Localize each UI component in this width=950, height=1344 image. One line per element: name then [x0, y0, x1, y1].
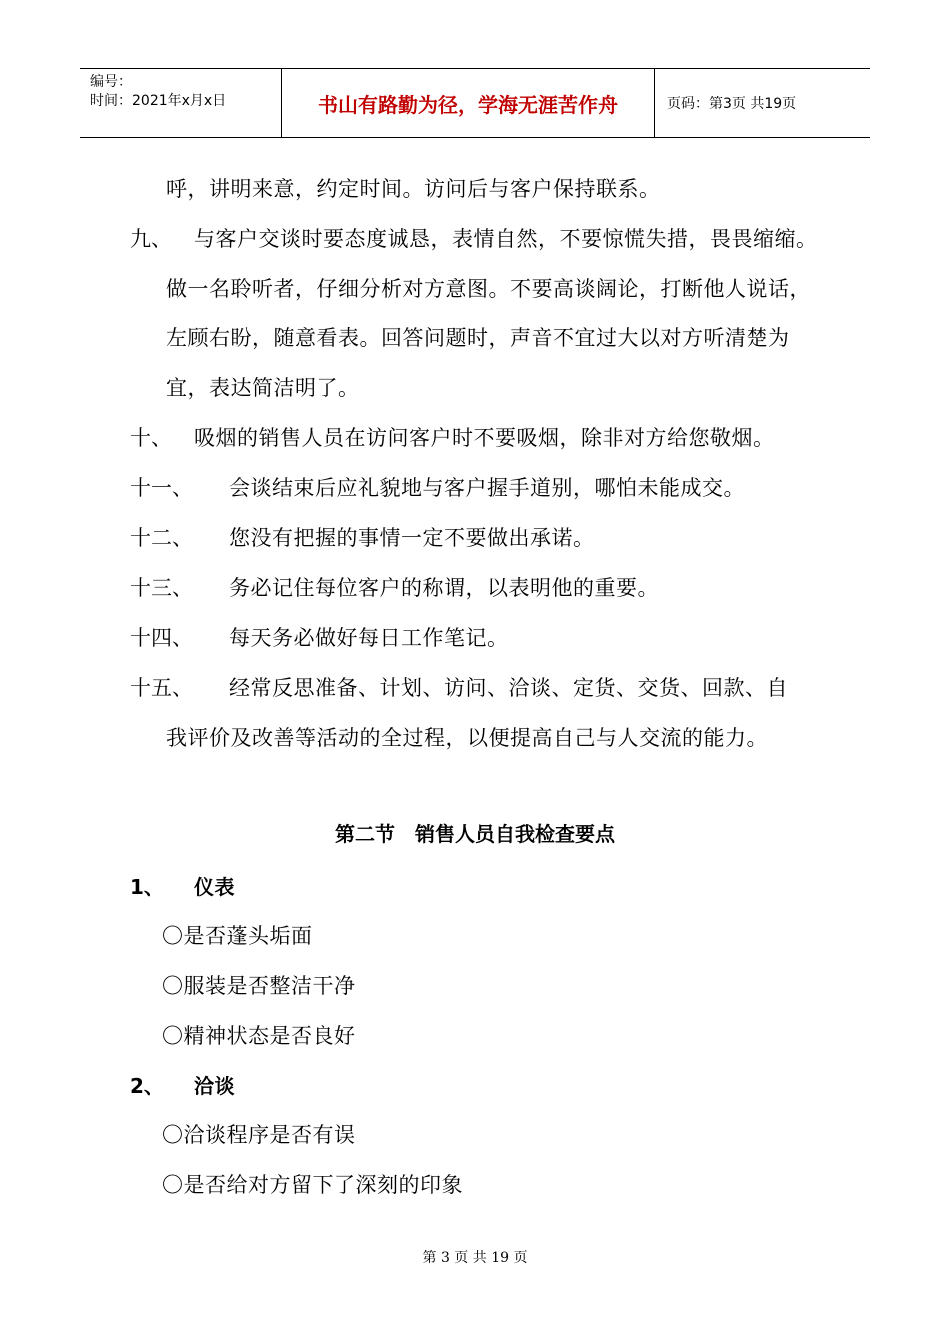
checklist-item: 〇服装是否整洁干净 — [162, 974, 356, 998]
rule-line: 与客户交谈时要态度诚恳，表情自然，不要惊慌失措，畏畏缩缩。 — [194, 227, 818, 251]
checklist-item: 〇是否蓬头垢面 — [162, 924, 313, 948]
rule-line: 左顾右盼，随意看表。回答问题时，声音不宜过大以对方听清楚为 — [166, 326, 790, 350]
checklist-item: 〇是否给对方留下了深刻的印象 — [162, 1173, 463, 1197]
rule-line: 做一名聆听者，仔细分析对方意图。不要高谈阔论，打断他人说话， — [166, 277, 811, 301]
rule-number: 十、 — [130, 426, 172, 450]
header-page-info: 页码：第3页 共19页 — [667, 96, 797, 112]
rule-number: 十五、 — [130, 676, 193, 700]
rule-line: 会谈结束后应礼貌地与客户握手道别，哪怕未能成交。 — [229, 476, 745, 500]
rule-line: 务必记住每位客户的称谓，以表明他的重要。 — [229, 576, 659, 600]
checklist-heading: 仪表 — [194, 875, 235, 899]
header-meta — [80, 69, 282, 137]
page-footer: 第 3 页 共 19 页 — [422, 1250, 528, 1266]
checklist-number: 1、 — [130, 875, 164, 899]
date-label: 时间：2021年x月x日 — [90, 93, 227, 109]
rule-line: 您没有把握的事情一定不要做出承诺。 — [229, 526, 595, 550]
rule-number: 十三、 — [130, 576, 193, 600]
rule-line: 吸烟的销售人员在访问客户时不要吸烟，除非对方给您敬烟。 — [194, 426, 775, 450]
rule-line: 每天务必做好每日工作笔记。 — [229, 626, 509, 650]
checklist-heading: 洽谈 — [194, 1074, 235, 1098]
rule-number: 九、 — [130, 227, 172, 251]
rule-number: 十一、 — [130, 476, 193, 500]
number-label: 编号： — [90, 74, 132, 90]
rule-number: 十二、 — [130, 526, 193, 550]
checklist-item: 〇精神状态是否良好 — [162, 1024, 356, 1048]
checklist-item: 〇洽谈程序是否有误 — [162, 1123, 356, 1147]
rule-line: 我评价及改善等活动的全过程，以便提高自己与人交流的能力。 — [166, 726, 768, 750]
rule-line: 呼，讲明来意，约定时间。访问后与客户保持联系。 — [166, 177, 661, 201]
rule-number: 十四、 — [130, 626, 193, 650]
checklist-number: 2、 — [130, 1074, 164, 1098]
rule-line: 宜，表达简洁明了。 — [166, 376, 360, 400]
rule-line: 经常反思准备、计划、访问、洽谈、定货、交货、回款、自 — [229, 676, 788, 700]
section-title: 第二节 销售人员自我检查要点 — [335, 822, 615, 846]
header-motto: 书山有路勤为径，学海无涯苦作舟 — [282, 69, 655, 137]
page-header — [80, 68, 870, 138]
